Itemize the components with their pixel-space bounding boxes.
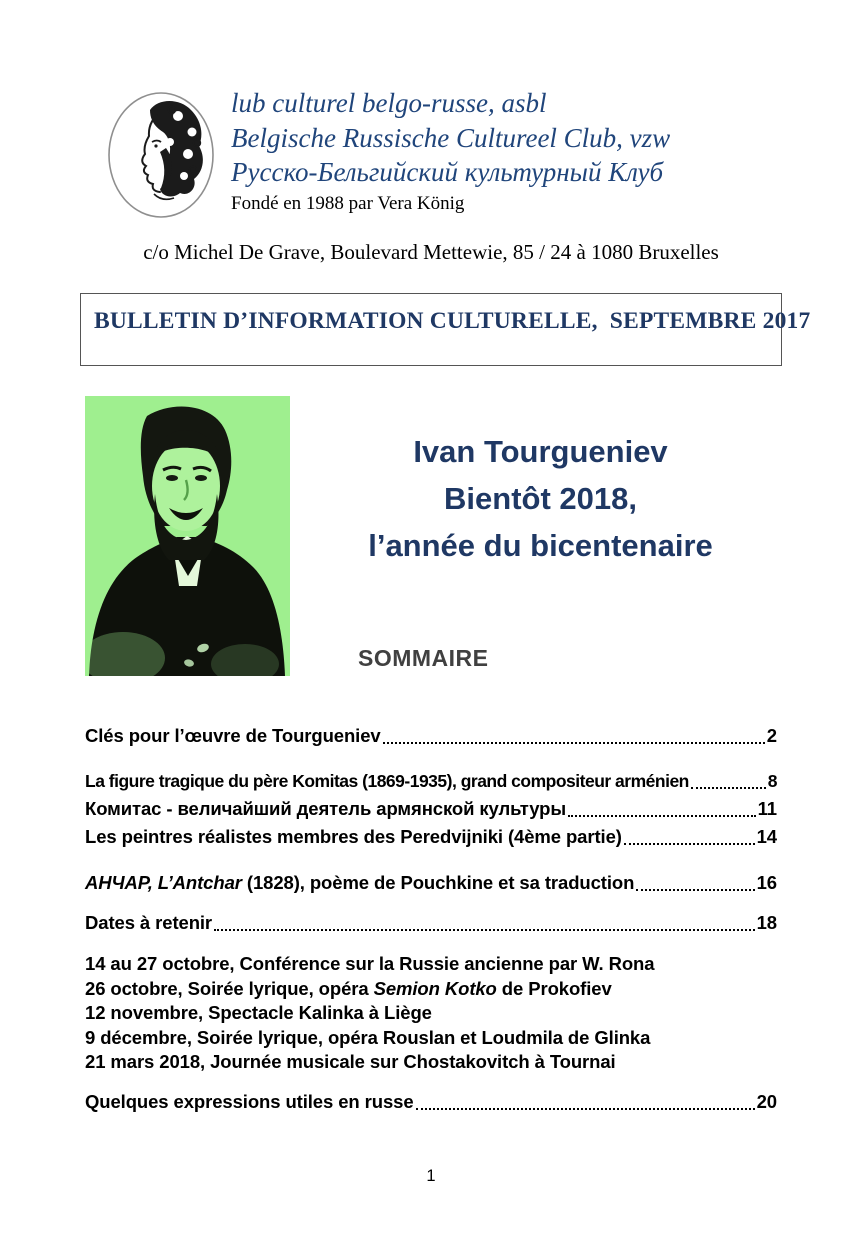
toc-entry-page: 2 [766,725,777,746]
dot-leader [568,815,756,817]
toc-entry [85,795,777,823]
toc-entry-page: 16 [756,872,777,893]
masthead-text [231,86,670,215]
bulletin-title: BULLETIN D’INFORMATION CULTURELLE, SEPTEMBRE 2017 [94,308,811,334]
page-number: 1 [426,1167,436,1185]
event-line [85,977,777,1002]
toc-entry [85,767,777,795]
toc-entry-label: Комитас - величайший деятель армянской культуры [85,798,567,819]
dot-leader [636,889,754,891]
article-title [290,428,777,569]
toc-entry [85,823,777,851]
events-list [85,952,777,1075]
toc-entry-page: 20 [756,1090,777,1112]
toc-entry [85,1088,777,1116]
toc-entry-italic: АНЧАР, L’Antchar [85,872,242,893]
club-name-russian: Русско-Бельгийский культурный Клуб [231,157,664,187]
event-line [85,1050,777,1075]
tourgueniev-portrait [85,396,290,676]
toc-entry-page: 11 [757,798,777,819]
event-text: de Prokofiev [496,977,612,999]
title-line-1: Ivan Tourgueniev [413,434,668,469]
toc-entry-label: (1828), poème de Pouchkine et sa traduction [241,872,635,893]
dot-leader [383,742,765,744]
dot-leader [624,843,755,845]
toc-entry [85,722,777,750]
event-line [85,1001,777,1026]
dot-leader [214,929,755,931]
club-name-french: lub culturel belgo-russe, asbl [231,88,547,118]
toc-quelques [85,1088,777,1116]
feature-section [85,396,777,676]
dot-leader [416,1108,755,1110]
toc-entry-label: La figure tragique du père Komitas (1869-1935), grand compositeur arménien [85,771,689,791]
toc-entry-label: Clés pour l’œuvre de Tourgueniev [85,725,381,746]
event-text: 26 octobre, Soirée lyrique, opéra [85,977,374,999]
toc-entry [85,869,777,897]
sommaire-heading: SOMMAIRE [358,645,489,671]
event-text: 14 au 27 octobre, Conférence sur la Russie ancienne par W. Rona [85,953,655,974]
event-text: 9 décembre, Soirée lyrique, opéra Rouslan et Loudmila de Glinka [85,1026,651,1048]
address-line: c/o Michel De Grave, Boulevard Mettewie, 85 / 24 à 1080 Bruxelles [143,240,719,264]
toc-entry-label: Dates à retenir [85,912,213,933]
event-line [85,1026,777,1051]
club-name-dutch: Belgische Russische Cultureel Club, vzw [231,122,671,153]
masthead [100,0,862,224]
table-of-contents [85,722,777,937]
feature-right-column [290,396,777,676]
bulletin-banner [80,293,811,366]
toc-entry-page: 18 [756,912,777,933]
title-line-2: Bientôt 2018, [444,481,637,516]
toc-entry-page: 14 [756,826,777,847]
toc-entry-page: 8 [767,771,777,791]
pushkin-profile-icon [100,86,222,224]
event-text: 21 mars 2018, Journée musicale sur Chostakovitch à Tournai [85,1051,616,1072]
title-line-3: l’année du bicentenaire [368,528,713,563]
event-line [85,952,777,977]
toc-entry [85,909,777,937]
toc-entry-label: Quelques expressions utiles en russe [85,1090,414,1112]
founded-line: Fondé en 1988 par Vera König [231,192,465,214]
dot-leader [691,787,766,789]
event-text: 12 novembre, Spectacle Kalinka à Liège [85,1002,432,1023]
event-italic: Semion Kotko [373,977,497,999]
toc-entry-label: Les peintres réalistes membres des Peredvijniki (4ème partie) [85,826,622,847]
